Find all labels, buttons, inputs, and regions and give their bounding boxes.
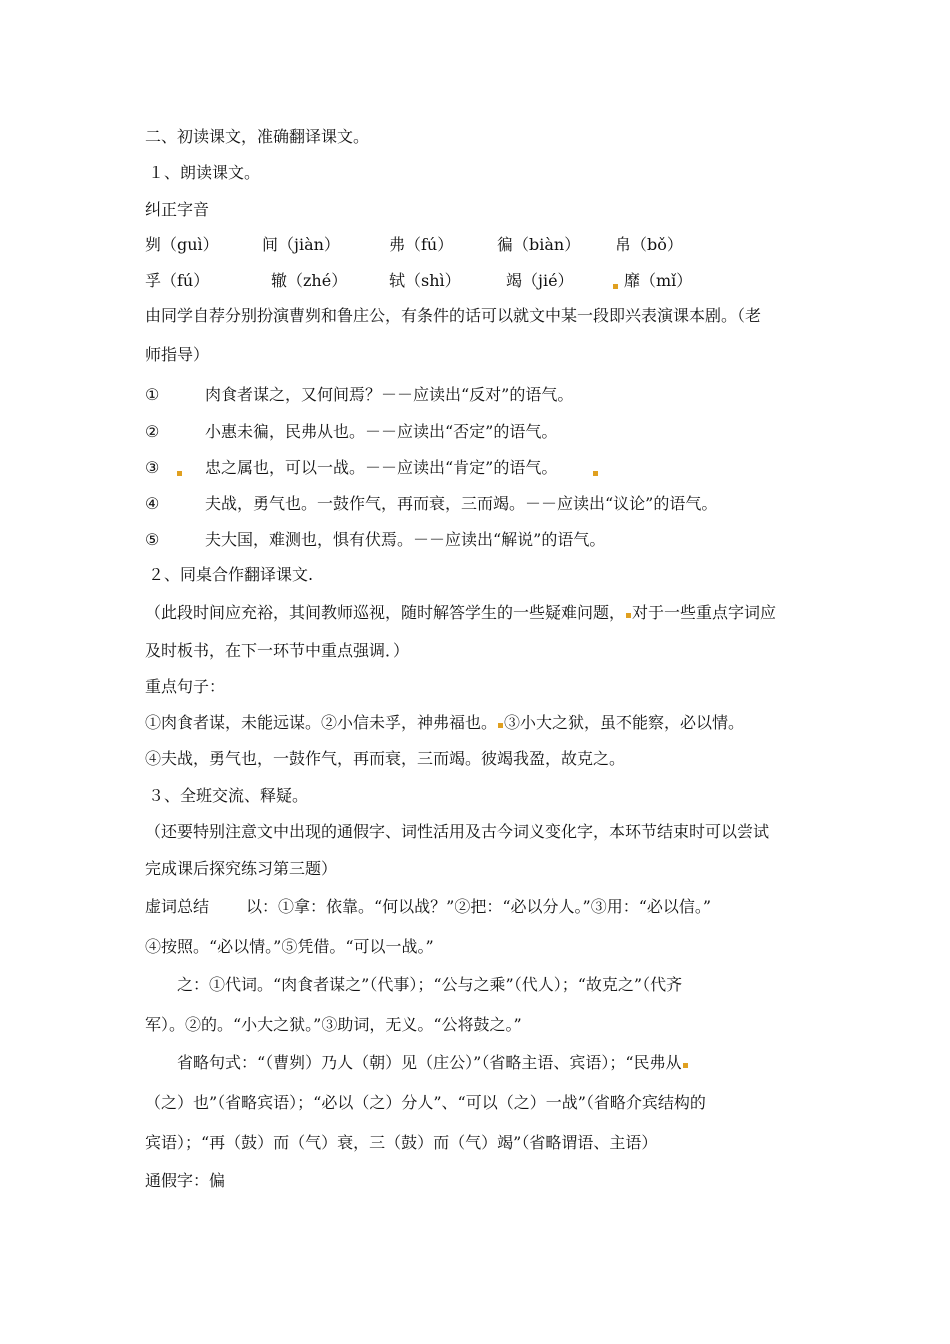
function-word-zhi: 之：①代词。“肉食者谋之”（代事）；“公与之乘”（代人）；“故克之”（代齐: [177, 975, 683, 994]
pinyin-item: 刿（guì）: [145, 235, 219, 254]
highlight-mark: [498, 723, 503, 728]
step-2-heading: ２、同桌合作翻译课文.: [148, 565, 314, 584]
pinyin-item: 徧（biàn）: [497, 235, 581, 254]
key-sentences-label: 重点句子：: [145, 677, 226, 696]
function-words-label: 虚词总结: [145, 897, 210, 916]
function-word-zhi-cont: 军）。②的。“小大之狱。”③助词，无义。“公将鼓之。”: [145, 1015, 522, 1034]
key-sentences-part: ①肉食者谋，未能远谋。②小信未孚，神弗福也。: [145, 713, 498, 732]
step-3-heading: ３、全班交流、释疑。: [148, 786, 309, 805]
pinyin-item: 辙（zhé）: [271, 271, 348, 290]
pinyin-item: 弗（fú）: [389, 235, 454, 254]
teacher-note-cont: 完成课后探究练习第三题）: [145, 859, 338, 878]
section-heading: 二、初读课文，准确翻译课文。: [145, 127, 370, 146]
highlight-mark: [177, 471, 182, 476]
teacher-note-part: 对于一些重点字词应: [632, 603, 777, 622]
key-sentences-part: ③小大之狱，虽不能察，必以情。: [504, 713, 745, 732]
pinyin-item: 间（jiàn）: [262, 235, 340, 254]
reading-item-number: ⑤: [145, 530, 160, 549]
key-sentences-line: ④夫战，勇气也，一鼓作气，再而衰，三而竭。彼竭我盈，故克之。: [145, 749, 626, 768]
pronunciation-label: 纠正字音: [145, 200, 210, 219]
highlight-mark: [613, 284, 618, 289]
pinyin-item: 靡（mǐ）: [624, 271, 693, 290]
reading-item-text: 夫大国，难测也，惧有伏焉。－－应读出“解说”的语气。: [205, 530, 606, 549]
omission-sentences: [177, 1053, 689, 1073]
pinyin-item: 孚（fú）: [145, 271, 210, 290]
omission-text: 省略句式：“（曹刿）乃人（朝）见（庄公）”（省略主语、宾语）；“民弗从: [177, 1053, 682, 1072]
omission-sentences-cont: 宾语）；“再（鼓）而（气）衰，三（鼓）而（气）竭”（省略谓语、主语）: [145, 1133, 658, 1152]
teacher-note: （还要特别注意文中出现的通假字、词性活用及古今词义变化字，本环节结束时可以尝试: [145, 822, 770, 841]
pinyin-item: 竭（jié）: [506, 271, 574, 290]
pinyin-item: 轼（shì）: [389, 271, 461, 290]
pinyin-item: 帛（bǒ）: [615, 235, 683, 254]
reading-item-number: ④: [145, 494, 160, 513]
role-play-text: 由同学自荐分别扮演曹刿和鲁庄公，有条件的话可以就文中某一段即兴表演课本剧。（老: [145, 306, 762, 325]
role-play-text-cont: 师指导）: [145, 345, 210, 364]
function-word-yi-cont: ④按照。“必以情。”⑤凭借。“可以一战。”: [145, 937, 434, 956]
teacher-note-cont: 及时板书，在下一环节中重点强调．）: [145, 641, 410, 660]
teacher-note-part: （此段时间应充裕，其间教师巡视，随时解答学生的一些疑难问题，: [145, 603, 626, 622]
omission-sentences-cont: （之）也”（省略宾语）；“必以（之）分人”、“可以（之）一战”（省略介宾结构的: [145, 1093, 706, 1112]
function-word-yi: 以：①拿：依靠。“何以战？”②把：“必以分人。”③用：“必以信。”: [246, 897, 712, 916]
step-1-heading: １、朗读课文。: [148, 163, 261, 182]
reading-item-text: 夫战，勇气也。一鼓作气，再而衰，三而竭。－－应读出“议论”的语气。: [205, 494, 718, 513]
tongjia-label: 通假字：偏: [145, 1171, 226, 1190]
reading-item-number: ②: [145, 422, 160, 441]
key-sentences-line: [145, 713, 744, 733]
highlight-mark: [683, 1063, 688, 1068]
reading-item-text: 肉食者谋之，又何间焉？－－应读出“反对”的语气。: [205, 385, 574, 404]
highlight-mark: [593, 471, 598, 476]
reading-item-text: 小惠未徧，民弗从也。－－应读出“否定”的语气。: [205, 422, 558, 441]
highlight-mark: [626, 613, 631, 618]
reading-item-number: ③: [145, 458, 160, 477]
reading-item-number: ①: [145, 385, 160, 404]
teacher-note: [145, 603, 776, 623]
reading-item-text: 忠之属也，可以一战。－－应读出“肯定”的语气。: [205, 458, 558, 477]
